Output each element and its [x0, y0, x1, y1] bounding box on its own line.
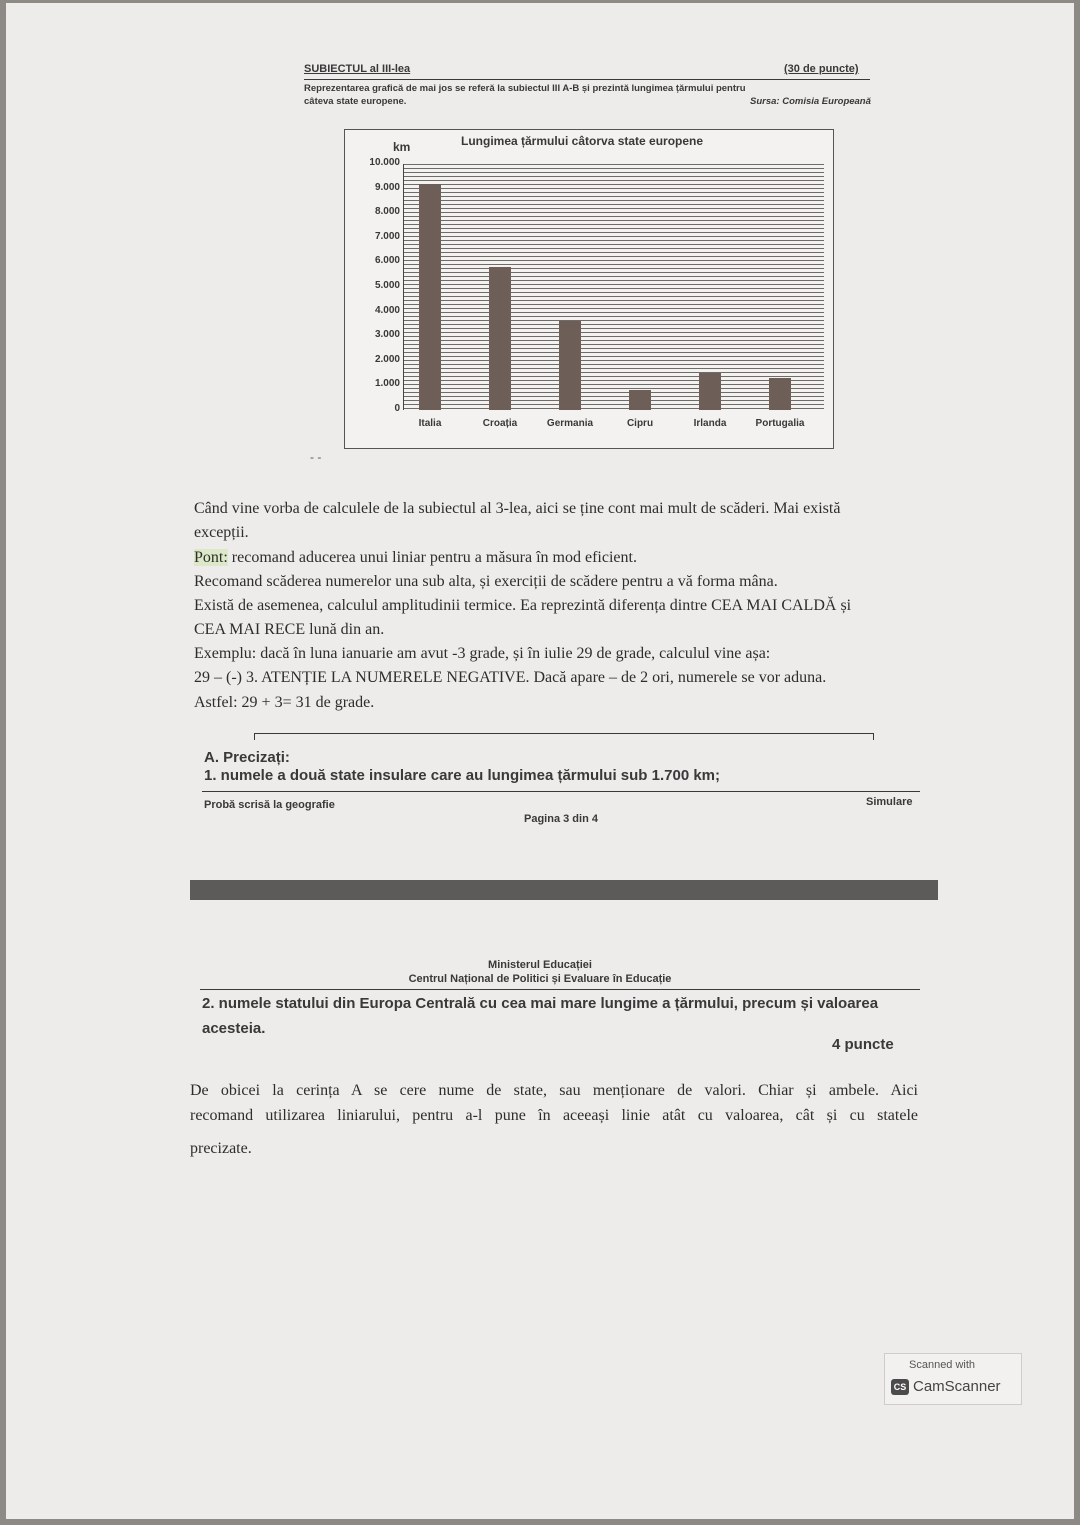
- y-tick-label: 3.000: [374, 329, 400, 341]
- camscanner-watermark: [884, 1353, 1022, 1405]
- note-paragraph-7: Astfel: 29 + 3= 31 de grade.: [194, 694, 375, 711]
- chart-frame: [344, 129, 834, 449]
- x-tick-label: Cipru: [626, 418, 654, 429]
- y-tick-label: 0: [394, 403, 400, 414]
- page4-rule: [200, 989, 920, 990]
- y-tick-label: 1.000: [374, 378, 400, 390]
- task-rule-top: [254, 733, 874, 740]
- task-a-item-2-line1: 2. numele statului din Europa Centrală cu cea mai mare lungime a țărmului, precum și valoarea: [202, 995, 879, 1012]
- y-tick-label: 9.000: [374, 181, 400, 193]
- watermark-line-1: Scanned with: [909, 1359, 976, 1371]
- y-tick-label: 10.000: [369, 157, 400, 168]
- task-a-item-1: 1. numele a două state insulare care au lungimea țărmului sub 1.700 km;: [204, 767, 721, 784]
- chart-source: Sursa: Comisia Europeană: [750, 96, 871, 107]
- note-paragraph-6: 29 – (-) 3. ATENȚIE LA NUMERELE NEGATIVE. Dacă apare – de 2 ori, numerele se vor aduna.: [194, 669, 827, 686]
- y-tick-label: 2.000: [374, 353, 400, 365]
- bar-4: [699, 373, 721, 410]
- y-tick-label: 7.000: [374, 230, 400, 242]
- note-paragraph-5: Exemplu: dacă în luna ianuarie am avut -3 grade, și în iulie 29 de grade, calculul vine așa:: [194, 645, 771, 662]
- watermark-line-2: CamScanner: [913, 1378, 1001, 1395]
- x-tick-label: Irlanda: [693, 418, 727, 429]
- intro-line-2: câteva state europene.: [304, 96, 407, 107]
- y-tick-label: 4.000: [374, 304, 400, 316]
- note-paragraph-1: Când vine vorba de calculele de la subiectul al 3-lea, aici se ține cont mai mult de scăderi. Mai există: [194, 500, 841, 517]
- task-a-heading: A. Precizați:: [204, 749, 290, 766]
- final-note-line-3: precizate.: [190, 1140, 252, 1157]
- note-paragraph-4b: CEA MAI RECE lună din an.: [194, 621, 385, 638]
- footer-right: Simulare: [866, 796, 913, 808]
- footer-center: Pagina 3 din 4: [524, 813, 598, 825]
- chart-dash-mark: - -: [310, 450, 322, 464]
- final-note-line-1: De obicei la cerința A se cere nume de state, sau menționare de valori. Chiar și ambele. Aici: [190, 1082, 918, 1099]
- bar-1: [489, 267, 511, 410]
- task-points: 4 puncte: [832, 1036, 894, 1053]
- y-tick-label: 5.000: [374, 280, 400, 291]
- note-paragraph-3: Recomand scăderea numerelor una sub alta, și exerciții de scădere pentru a vă forma mâna.: [194, 573, 778, 590]
- bar-3: [629, 390, 651, 410]
- chart-title: Lungimea țărmului câtorva state europene: [461, 134, 704, 148]
- ministry-name: Ministerul Educației: [488, 959, 592, 971]
- x-tick-label: Croația: [482, 418, 518, 429]
- x-tick-label: Italia: [418, 418, 442, 429]
- bar-5: [769, 378, 791, 410]
- pont-label: Pont:: [194, 549, 228, 566]
- bar-0: [419, 184, 441, 410]
- evaluation-center: Centrul Național de Politici și Evaluare în Educație: [408, 973, 672, 985]
- scanned-page: [6, 3, 1074, 1519]
- chart-plot-area: [404, 164, 824, 410]
- camscanner-logo-icon: [891, 1379, 909, 1395]
- final-note-line-2: recomand utilizarea liniarului, pentru a-l pune în aceeași linie atât cu valoarea, cât și cu statele: [190, 1107, 918, 1124]
- bar-2: [559, 321, 581, 410]
- subject-title: SUBIECTUL al III-lea: [304, 63, 411, 75]
- page-break-bar: [190, 880, 938, 900]
- footer-rule: [202, 791, 920, 792]
- task-a-item-2-line2: acesteia.: [202, 1020, 266, 1037]
- intro-line-1: Reprezentarea grafică de mai jos se referă la subiectul III A-B și prezintă lungimea țărmului pentru: [304, 83, 746, 94]
- footer-left: Probă scrisă la geografie: [204, 799, 335, 811]
- x-tick-label: Germania: [546, 418, 594, 429]
- subject-points: (30 de puncte): [784, 63, 859, 75]
- chart-ylabel: km: [393, 140, 411, 154]
- header-rule: [304, 79, 870, 80]
- y-tick-label: 6.000: [374, 255, 400, 267]
- y-tick-label: 8.000: [374, 206, 400, 218]
- note-paragraph-4: Există de asemenea, calculul amplitudinii termice. Ea reprezintă diferența dintre CEA MAI CALDĂ și: [194, 597, 852, 614]
- logo-text: CS: [893, 1382, 907, 1392]
- note-pont: [194, 546, 637, 570]
- pont-text: recomand aducerea unui liniar pentru a măsura în mod eficient.: [227, 549, 637, 566]
- x-tick-label: Portugalia: [755, 418, 805, 429]
- note-paragraph-1b: excepții.: [194, 524, 249, 541]
